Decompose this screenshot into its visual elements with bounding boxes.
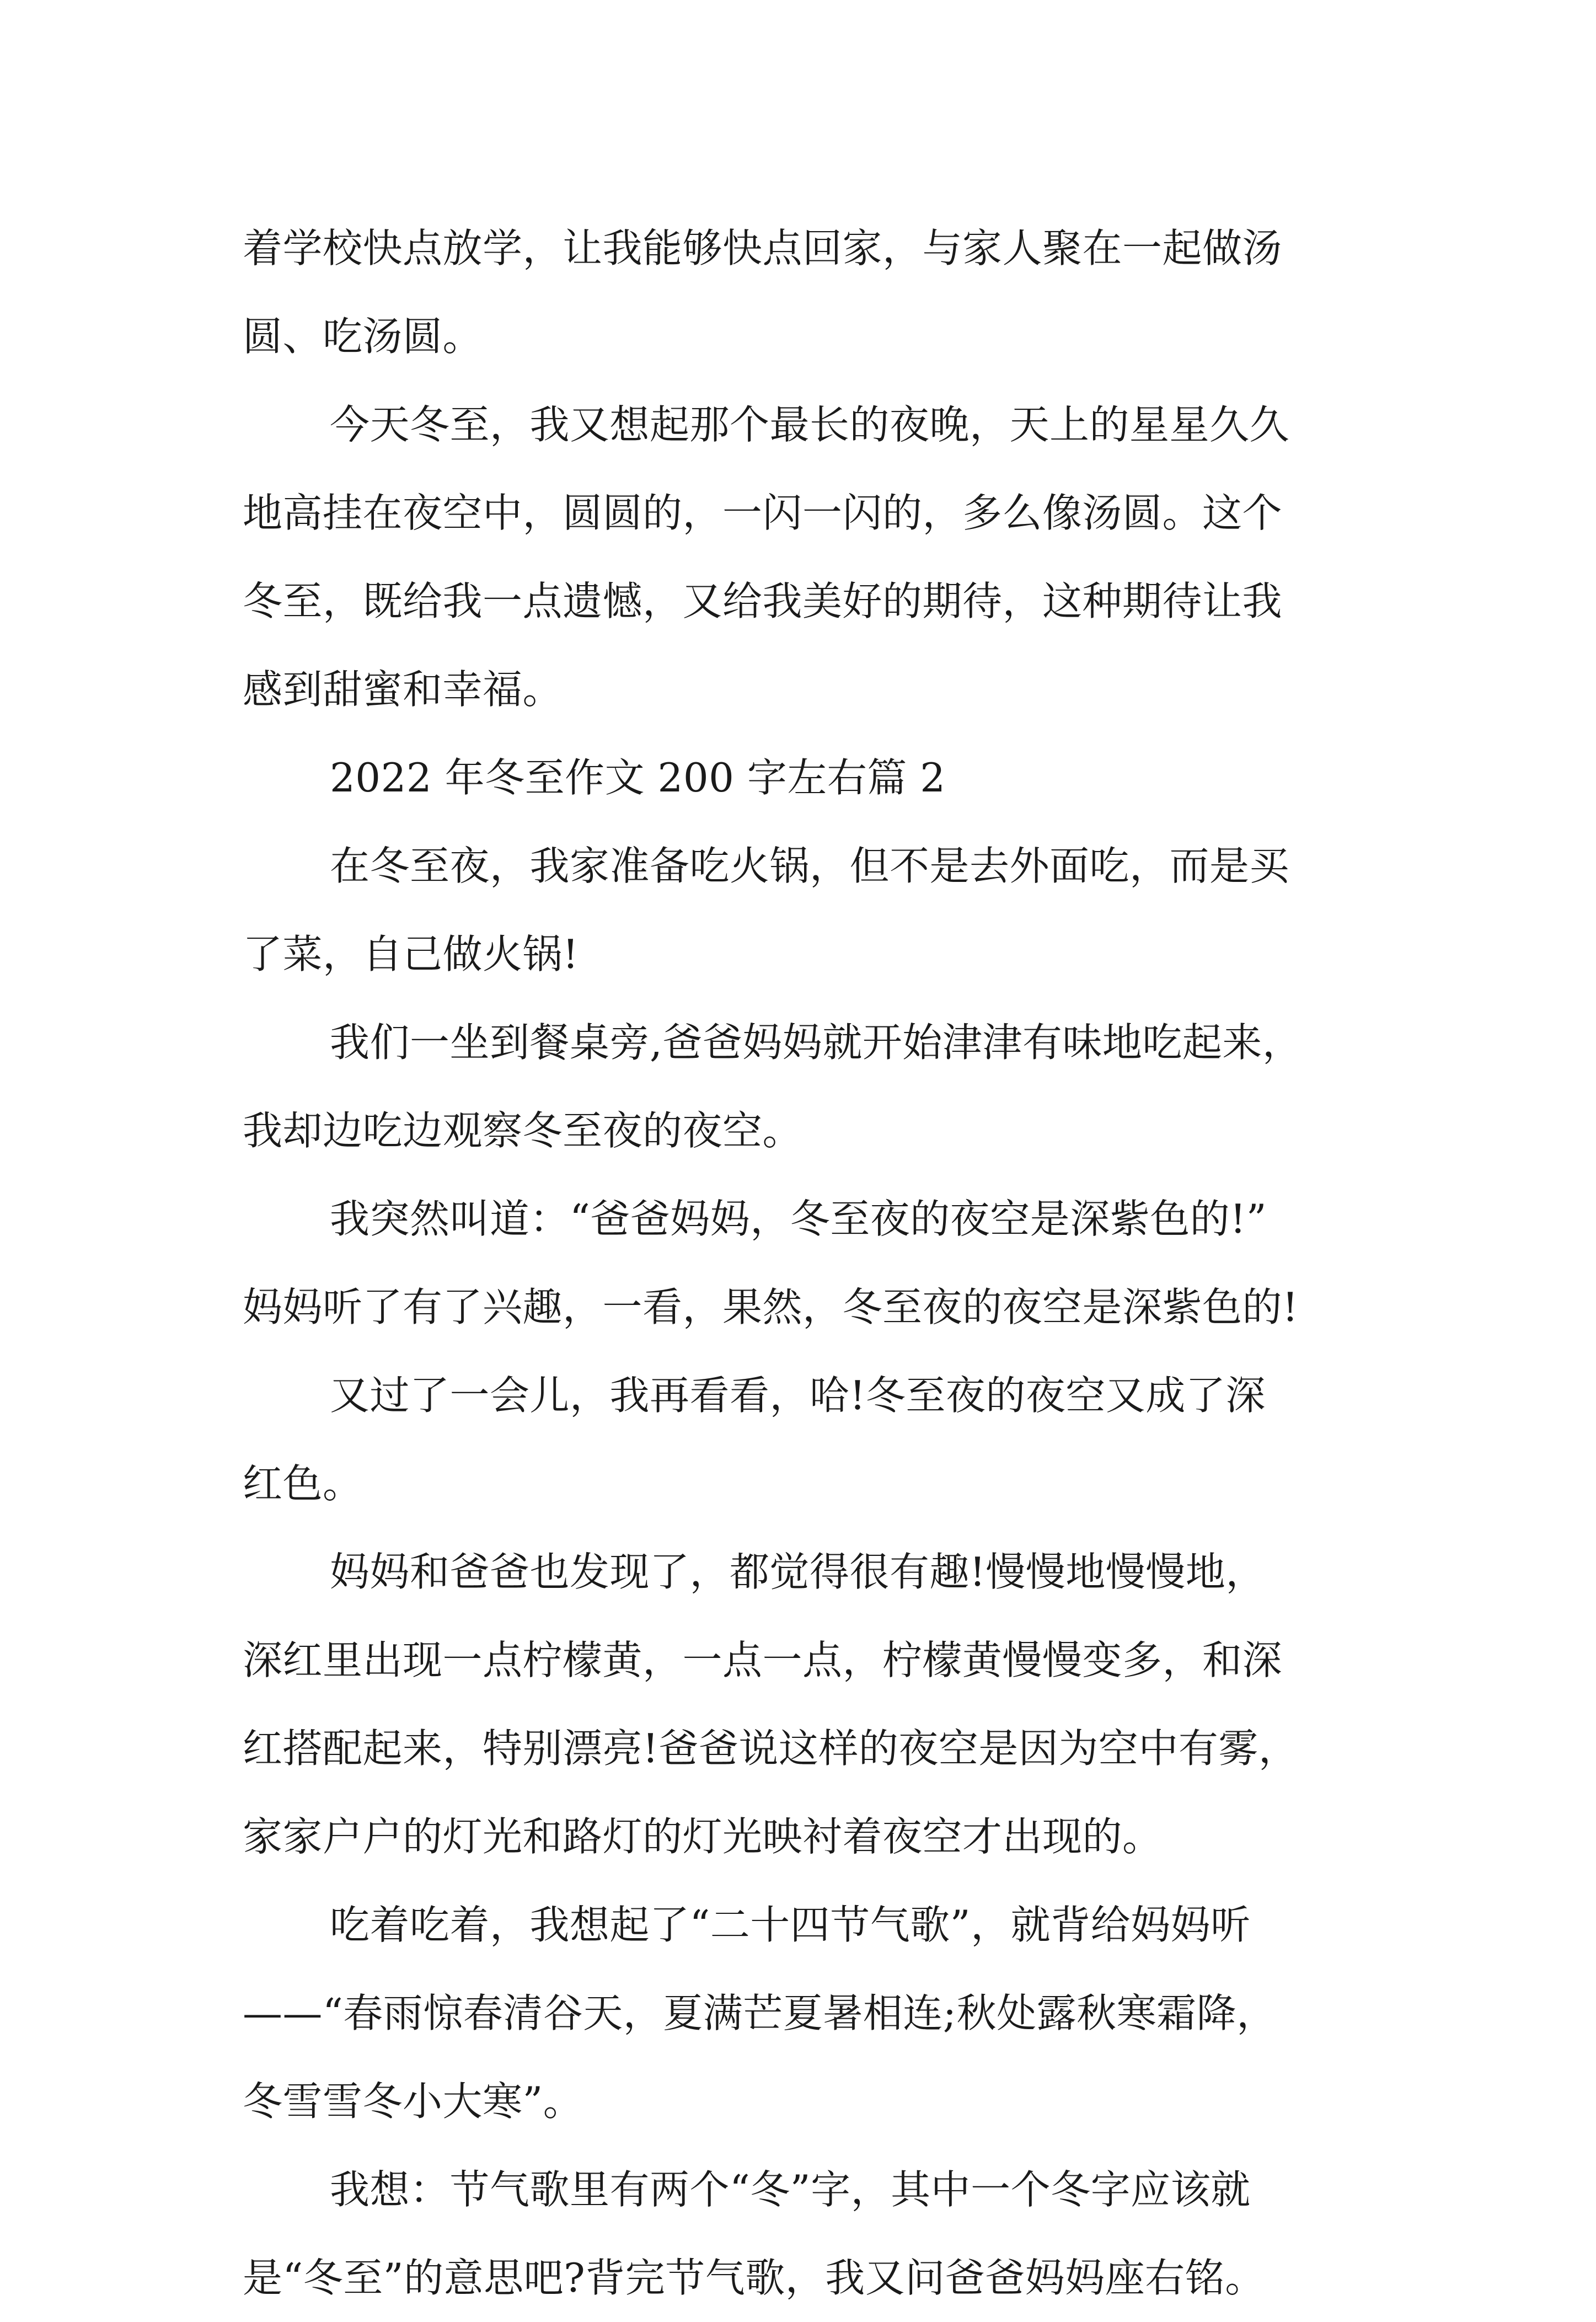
paragraph-3-line-2: 了菜，自己做火锅! (243, 931, 579, 977)
paragraph-9-line-2: 是“冬至”的意思吧?背完节气歌，我又问爸爸妈妈座右铭。 (243, 2255, 1265, 2301)
paragraph-8-line-2: ——“春雨惊春清谷天，夏满芒夏暑相连;秋处露秋寒霜降， (243, 1990, 1277, 2036)
document-body (243, 204, 1357, 2322)
section-heading: 2022 年冬至作文 200 字左右篇 2 (330, 755, 946, 801)
paragraph-8-line-1: 吃着吃着，我想起了“二十四节气歌”，就背给妈妈听 (330, 1902, 1251, 1948)
paragraph-5-line-1: 我突然叫道：“爸爸妈妈，冬至夜的夜空是深紫色的!” (330, 1196, 1267, 1242)
paragraph-2-line-1: 今天冬至，我又想起那个最长的夜晚，天上的星星久久 (330, 402, 1290, 448)
paragraph-7-line-4: 家家户户的灯光和路灯的灯光映衬着夜空才出现的。 (243, 1813, 1163, 1860)
paragraph-2-line-4: 感到甜蜜和幸福。 (243, 666, 563, 713)
paragraph-6-line-2: 红色。 (243, 1460, 363, 1507)
paragraph-1-line-2: 圆、吃汤圆。 (243, 313, 483, 360)
paragraph-3-line-1: 在冬至夜，我家准备吃火锅，但不是去外面吃，而是买 (330, 843, 1290, 889)
paragraph-7-line-3: 红搭配起来，特别漂亮!爸爸说这样的夜空是因为空中有雾， (243, 1725, 1299, 1772)
paragraph-5-line-2: 妈妈听了有了兴趣，一看，果然，冬至夜的夜空是深紫色的! (243, 1284, 1299, 1330)
paragraph-7-line-2: 深红里出现一点柠檬黄，一点一点，柠檬黄慢慢变多，和深 (243, 1637, 1283, 1683)
paragraph-4-line-1: 我们一坐到餐桌旁,爸爸妈妈就开始津津有味地吃起来， (330, 1019, 1303, 1066)
paragraph-7-line-1: 妈妈和爸爸也发现了，都觉得很有趣!慢慢地慢慢地， (330, 1549, 1266, 1595)
paragraph-2-line-3: 冬至，既给我一点遗憾，又给我美好的期待，这种期待让我 (243, 578, 1283, 624)
paragraph-1-line-1: 着学校快点放学，让我能够快点回家，与家人聚在一起做汤 (243, 225, 1283, 271)
paragraph-8-line-3: 冬雪雪冬小大寒”。 (243, 2078, 583, 2125)
paragraph-2-line-2: 地高挂在夜空中，圆圆的，一闪一闪的，多么像汤圆。这个 (243, 490, 1283, 536)
paragraph-6-line-1: 又过了一会儿，我再看看，哈!冬至夜的夜空又成了深 (330, 1372, 1266, 1419)
paragraph-9-line-1: 我想：节气歌里有两个“冬”字，其中一个冬字应该就 (330, 2166, 1251, 2213)
paragraph-4-line-2: 我却边吃边观察冬至夜的夜空。 (243, 1108, 803, 1154)
